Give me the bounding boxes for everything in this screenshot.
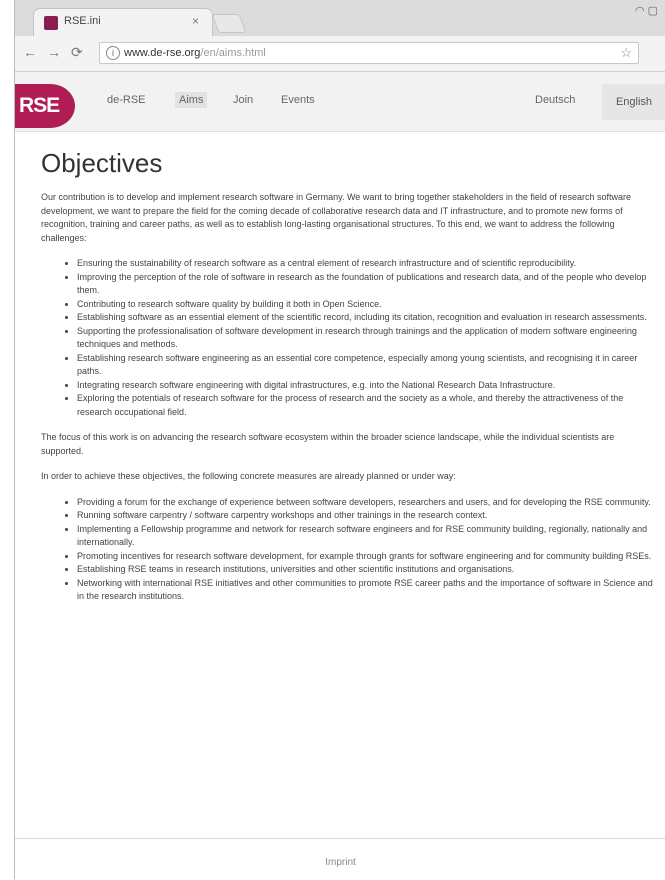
lang-english[interactable]: English (602, 84, 665, 120)
focus-paragraph: The focus of this work is on advancing the research software ecosystem within the broader science landscape, while the individual scientists are supported. (41, 432, 615, 456)
address-bar[interactable] (99, 42, 639, 64)
intro-paragraph: Our contribution is to develop and implement research software in Germany. We want to bring together stakeholders in the field of research software development, we want to prepare the field for the coming decade of collaborative research data and IT infrastructure, and to promote new forms of recognition, training and career paths, as well as to establish long-lasting organisational structures. To this end, we want to address the following challenges: (41, 192, 631, 243)
tab-strip (15, 0, 665, 36)
url-path: /en/aims.html (200, 47, 266, 59)
browser-tab[interactable] (33, 8, 213, 36)
list-item: • Supporting the professionalisation of software development in research through trainings and the application of modern software engineering techniques and methods. (77, 325, 657, 352)
new-tab-button[interactable] (212, 14, 247, 33)
tab-title: RSE.ini (64, 15, 101, 27)
window-controls[interactable]: ◠ ▢ (634, 5, 658, 17)
list-item: • Establishing software as an essential element of the scientific record, including its citation, recognition and evaluation in research assessments. (77, 311, 657, 325)
reload-icon[interactable]: ⟳ (71, 44, 83, 60)
url-text (124, 47, 266, 59)
nav-item-de-rse[interactable]: de-RSE (107, 94, 146, 106)
list-item: • Promoting incentives for research software development, for example through grants for software engineering and for community building RSEs. (77, 550, 657, 564)
list-item: • Contributing to research software quality by building it both in Open Science. (77, 298, 657, 312)
lang-deutsch[interactable]: Deutsch (535, 94, 576, 106)
list-item: • Establishing RSE teams in research institutions, universities and other scientific institutions and organisations. (77, 563, 657, 577)
browser-window (14, 0, 665, 879)
list-item: • Running software carpentry / software carpentry workshops and other trainings in the research context. (77, 509, 657, 523)
measures-list (41, 496, 657, 604)
browser-toolbar (15, 36, 665, 72)
page-title: Objectives (41, 148, 163, 178)
list-item: • Providing a forum for the exchange of experience between software developers, researchers and users, and for developing the RSE community. (77, 496, 657, 510)
list-item: • Establishing research software engineering as an essential core competence, especially among young scientists, and recognising it in career paths. (77, 352, 657, 379)
favicon-icon (44, 16, 58, 30)
list-item: • Implementing a Fellowship programme and network for research software engineers and for RSE community building, regionally, nationally and internationally. (77, 523, 657, 550)
back-icon[interactable]: ← (23, 44, 37, 60)
main-content (41, 148, 657, 616)
page-footer (15, 838, 665, 880)
list-item: • Networking with international RSE initiatives and other communities to promote RSE career paths and the importance of software in Science and in the research institutions. (77, 577, 657, 604)
nav-item-events[interactable]: Events (281, 94, 315, 106)
info-icon[interactable]: i (106, 46, 120, 60)
site-navbar (15, 72, 665, 132)
measures-paragraph: In order to achieve these objectives, the following concrete measures are already planned or under way: (41, 471, 456, 481)
bookmark-star-icon[interactable]: ☆ (620, 45, 632, 60)
forward-icon[interactable]: → (47, 44, 61, 60)
list-item: • Ensuring the sustainability of research software as a central element of research infrastructure and of scientific reproducibility. (77, 257, 657, 271)
close-tab-icon[interactable]: × (192, 14, 200, 28)
nav-item-join[interactable]: Join (233, 94, 254, 106)
list-item: • Exploring the potentials of research software for the process of research and the society as a whole, and thereby the attractiveness of the research occupational field. (77, 392, 657, 419)
challenges-list (41, 257, 657, 419)
rse-logo[interactable]: RSE (15, 84, 75, 128)
url-host: www.de-rse.org (124, 47, 201, 59)
list-item: • Improving the perception of the role of software in research as the foundation of publications and research data, and of the people who develop them. (77, 271, 657, 298)
list-item: • Integrating research software engineering with digital infrastructures, e.g. into the National Research Data Infrastructure. (77, 379, 657, 393)
imprint-link[interactable]: Imprint (325, 857, 356, 868)
nav-item-aims[interactable]: Aims (175, 92, 207, 108)
